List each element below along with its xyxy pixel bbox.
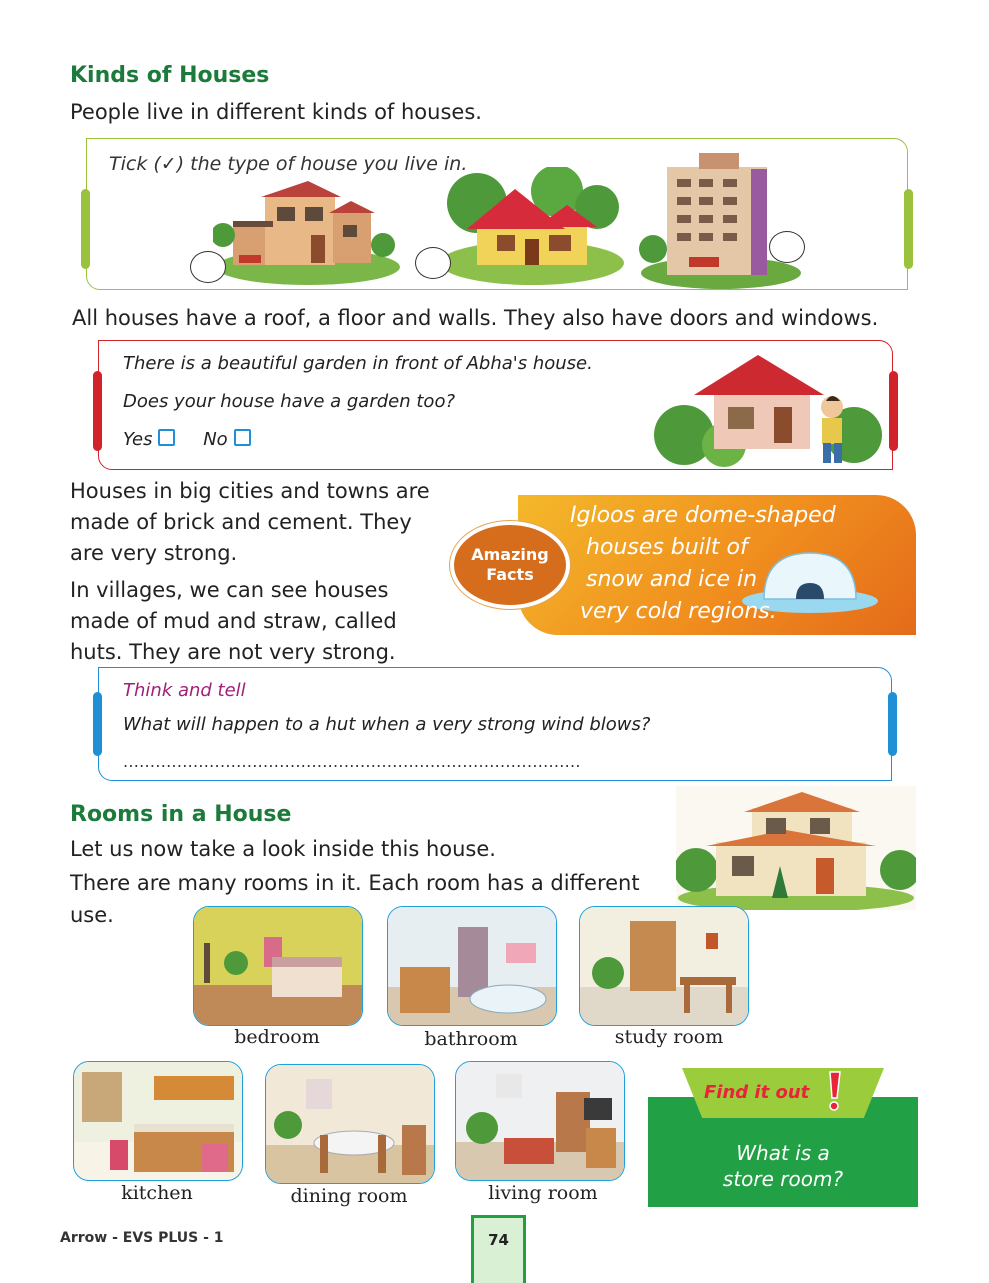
find-line-1: What is a [736,1141,830,1165]
tick-circle-bungalow[interactable] [190,251,226,283]
yes-checkbox[interactable] [158,429,175,446]
badge-line-2: Facts [486,565,534,584]
bathroom-image [387,906,557,1026]
yes-label: Yes [123,429,153,450]
bedroom-image [193,906,363,1026]
fact-line-3: snow and ice in [586,567,758,592]
tick-instruction: Tick (✓) the type of house you live in. [109,153,468,175]
box-left-bar [93,692,102,756]
rooms-line-1: Let us now take a look inside this house. [70,837,496,861]
fact-line-4: very cold regions. [580,599,777,624]
no-label: No [203,429,228,450]
tick-circle-apartment[interactable] [769,231,805,263]
two-storey-house-image [676,786,916,910]
think-and-tell-box [98,667,892,781]
box-right-bar [889,371,898,451]
badge-line-1: Amazing [471,545,549,564]
garden-box [98,340,893,470]
garden-line-2: Does your house have a garden too? [123,391,456,412]
kitchen-image [73,1061,243,1181]
rooms-line-2: There are many rooms in it. Each room has a different [70,871,640,895]
section-heading-kinds-of-houses: Kinds of Houses [70,63,270,88]
materials-line-4: In villages, we can see houses [70,578,389,602]
answer-line[interactable]: ..................................................................................... [123,752,581,771]
materials-line-5: made of mud and straw, called [70,609,397,633]
tick-house-box [86,138,908,290]
apartment-building-image [639,149,804,291]
page-number-box [471,1215,526,1283]
living-room-image [455,1061,625,1181]
yes-no-row [123,429,251,450]
box-left-bar [93,371,102,451]
exclamation-icon [826,1070,842,1112]
study-room-label: study room [614,1026,724,1048]
living-room-label: living room [488,1182,598,1204]
cottage-house-image [437,167,627,287]
find-line-2: store room? [722,1167,844,1191]
study-room-image [579,906,749,1026]
fact-line-2: houses built of [586,535,748,560]
all-houses-text: All houses have a roof, a floor and walls. They also have doors and windows. [72,306,879,330]
think-question: What will happen to a hut when a very strong wind blows? [123,714,651,735]
kitchen-label: kitchen [121,1182,193,1204]
think-title: Think and tell [123,680,246,701]
materials-line-1: Houses in big cities and towns are [70,479,430,503]
materials-line-3: are very strong. [70,541,238,565]
dining-room-image [265,1064,435,1184]
fact-line-1: Igloos are dome-shaped [570,503,836,528]
bungalow-house-image [213,175,403,287]
materials-line-2: made of brick and cement. They [70,510,412,534]
box-right-bar [904,189,913,269]
amazing-facts-badge [450,521,570,609]
tick-circle-cottage[interactable] [415,247,451,279]
abha-house-garden-image [654,345,884,467]
find-tab-label: Find it out [704,1082,810,1103]
amazing-facts-box [518,495,916,635]
intro-text: People live in different kinds of houses. [70,100,482,124]
book-title: Arrow - EVS PLUS - 1 [60,1230,224,1246]
section-heading-rooms: Rooms in a House [70,802,292,827]
dining-room-label: dining room [290,1185,408,1207]
rooms-line-3: use. [70,903,114,927]
box-right-bar [888,692,897,756]
page-number: 74 [488,1231,509,1249]
materials-line-6: huts. They are not very strong. [70,640,396,664]
garden-line-1: There is a beautiful garden in front of Abha's house. [123,353,593,374]
bedroom-label: bedroom [234,1026,320,1048]
no-checkbox[interactable] [234,429,251,446]
bathroom-label: bathroom [424,1028,518,1050]
materials-paragraph [70,476,430,668]
box-left-bar [81,189,90,269]
